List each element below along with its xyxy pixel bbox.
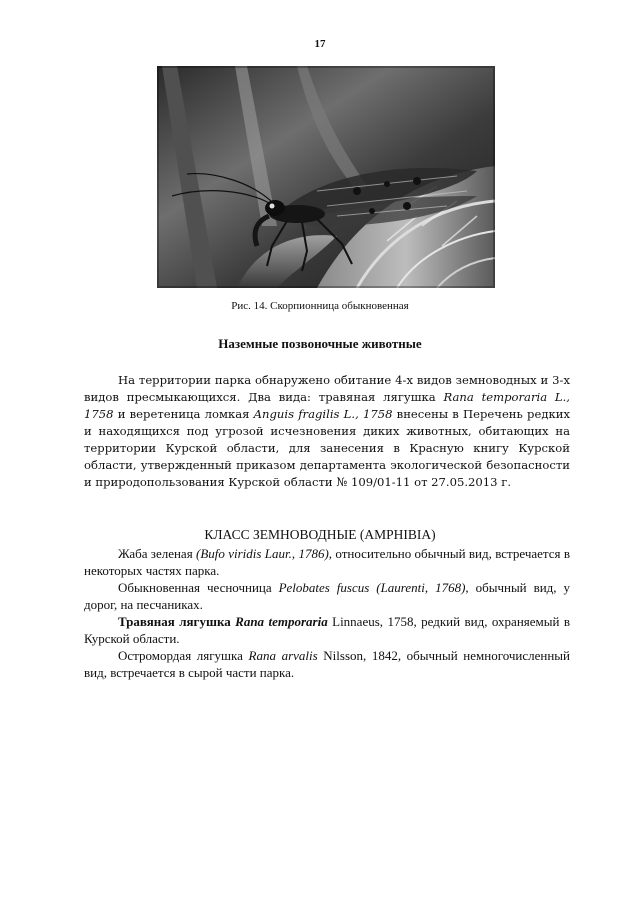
species-desc: Nilsson, 1842, обычный немногочисленный вид, встречается в сырой части парка. [84, 648, 570, 680]
species-name: Обыкновенная чесночница [118, 580, 279, 595]
intro-text-3: внесены в Перечень редких и находящихся под угрозой исчезновения диких животных, обитающих на территории Курской области, для занесения в Красную книгу Курской области, утвержденный приказом департамента экологической безопасности и природопользования Курской области № 109/01-11 от 27.05.2013 г. [84, 407, 570, 489]
species-item-pelobates [84, 579, 570, 613]
scorpionfly-photo [157, 66, 495, 288]
intro-paragraph [84, 372, 570, 491]
species-desc: , относительно обычный вид, встречается в некоторых частях парка. [84, 546, 570, 578]
species-item-rana-arvalis [84, 647, 570, 681]
class-heading: КЛАСС ЗЕМНОВОДНЫЕ (AMPHIBIA) [204, 527, 436, 542]
species-latin: Rana arvalis [248, 648, 318, 663]
species-list [84, 545, 570, 681]
intro-text-1: На территории парка обнаружено обитание 4-х видов земноводных и 3-х видов пресмыкающихся. Два вида: травяная лягушка [84, 373, 570, 404]
species-latin: (Bufo viridis Laur., 1786) [196, 546, 329, 561]
section-heading: Наземные позвоночные животные [218, 336, 422, 351]
species-item-bufo [84, 545, 570, 579]
species-latin: Pelobates fuscus (Laurenti, 1768) [278, 580, 466, 595]
page-number: 17 [314, 38, 326, 50]
species-desc: Linnaeus, 1758, редкий вид, охраняемый в Курской области. [84, 614, 570, 646]
figure-caption: Рис. 14. Скорпионница обыкновенная [231, 300, 409, 312]
species-latin: Rana temporaria [235, 614, 328, 629]
intro-latin-anguis: Anguis fragilis L., 1758 [253, 407, 393, 421]
species-item-rana-temporaria [84, 613, 570, 647]
species-name: Травяная лягушка [118, 614, 236, 629]
intro-latin-rana: Rana temporaria L., 1758 [84, 390, 570, 421]
species-name: Жаба зеленая [118, 546, 197, 561]
species-name: Остромордая лягушка [118, 648, 249, 663]
species-desc: , обычный вид, у дорог, на песчаниках. [84, 580, 570, 612]
intro-text-2: и веретеница ломкая [113, 407, 254, 421]
